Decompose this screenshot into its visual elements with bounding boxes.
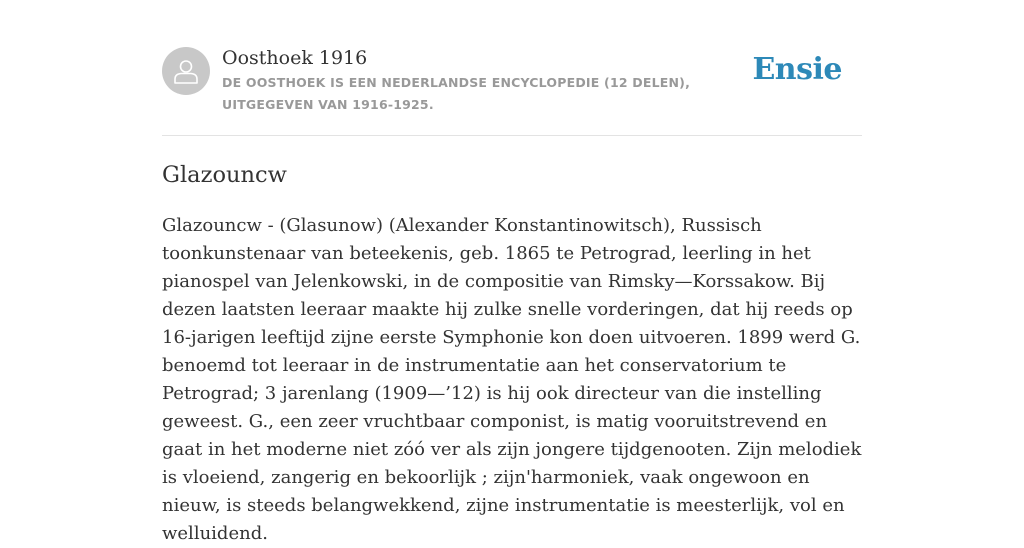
entry-title: Glazouncw xyxy=(162,162,287,188)
source-header xyxy=(162,0,862,136)
user-icon xyxy=(171,56,201,86)
source-description: DE OOSTHOEK IS EEN NEDERLANDSE ENCYCLOPEDIE (12 DELEN), UITGEGEVEN VAN 1916-1925. xyxy=(222,75,691,112)
page-container xyxy=(162,0,862,544)
source-avatar[interactable] xyxy=(162,47,210,95)
brand-logo[interactable]: Ensie xyxy=(752,52,842,87)
source-title[interactable]: Oosthoek 1916 xyxy=(222,47,368,69)
entry-body: Glazouncw - (Glasunow) (Alexander Konstantinowitsch), Russisch toonkunstenaar van beteekenis, geb. 1865 te Petrograd, leerling in het pianospel van Jelenkowski, in de compositie van Rimsky—Korssakow. Bij dezen laatsten leeraar maakte hij zulke snelle vorderingen, dat hij reeds op 16-jarigen leeftijd zijne eerste Symphonie kon doen uitvoeren. 1899 werd G. benoemd tot leeraar in de instrumentatie aan het conservatorium te Petrograd; 3 jarenlang (1909—’12) is hij ook directeur van die instelling geweest. G., een zeer vruchtbaar componist, is matig vooruitstrevend en gaat in het moderne niet zóó ver als zijn jongere tijdgenooten. Zijn melodiek is vloeiend, zangerig en bekoorlijk ; zijn'harmoniek, vaak ongewoon en nieuw, is steeds belangwekkend, zijne instrumentatie is meesterlijk, vol en welluidend. xyxy=(162,215,862,544)
